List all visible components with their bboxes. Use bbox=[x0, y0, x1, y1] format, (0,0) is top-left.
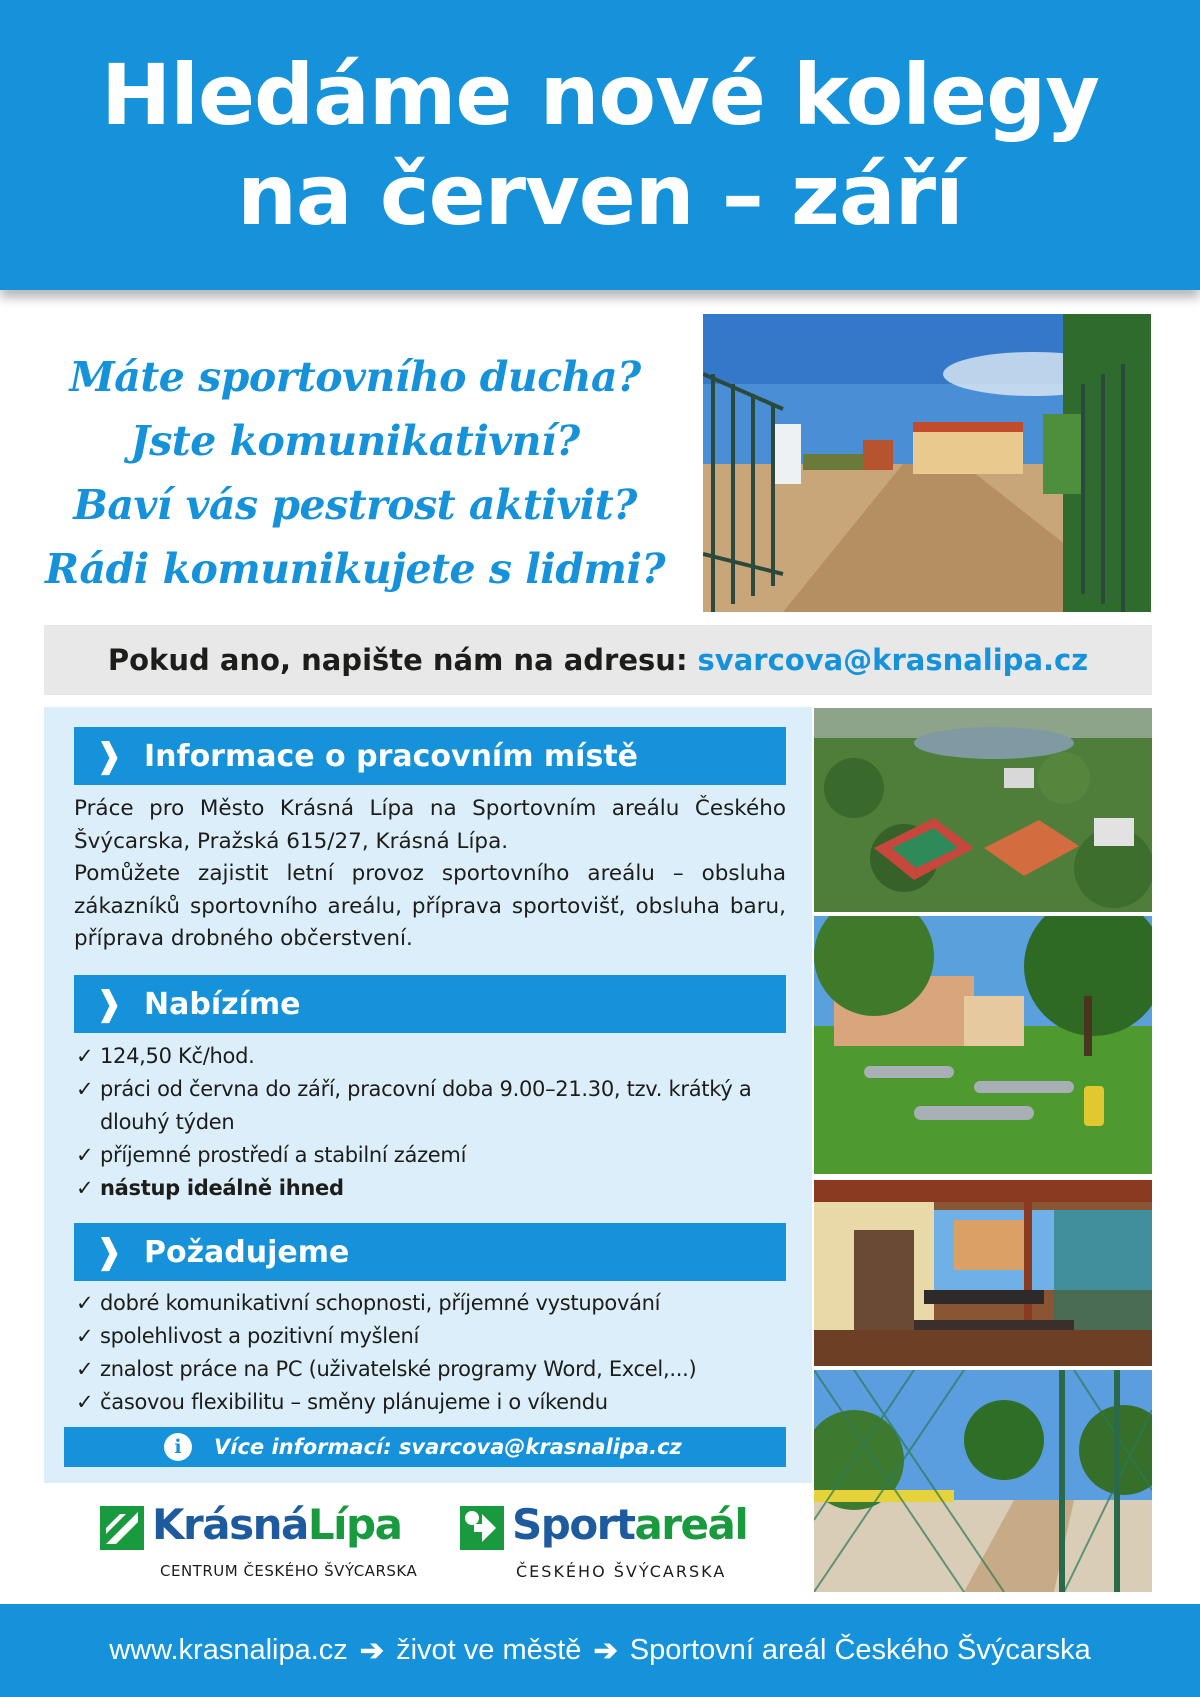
list-item: ✓ nástup ideálně ihned bbox=[74, 1172, 786, 1205]
section-title: Nabízíme bbox=[144, 986, 301, 1022]
info-icon: i bbox=[164, 1433, 192, 1461]
job-info-paragraph-2: Pomůžete zajistit letní provoz sportovního areálu – obsluha zákazníků sportovního areálu, příprava sportovišť, obsluha baru, příprava drobného občerstvení. bbox=[74, 861, 786, 951]
krasna-lipa-mark-icon bbox=[100, 1506, 144, 1550]
footer-breadcrumb bbox=[0, 1604, 1200, 1697]
list-item: ✓ časovou flexibilitu – směny plánujeme i o víkendu bbox=[74, 1386, 786, 1419]
photo-entrance-gate bbox=[703, 314, 1151, 612]
list-item: ✓ práci od června do září, pracovní doba 9.00–21.30, tzv. krátký a dlouhý týden bbox=[74, 1073, 786, 1139]
question-3: Baví vás pestrost aktivit? bbox=[73, 481, 637, 529]
job-info-text bbox=[74, 793, 786, 956]
list-item: ✓ znalost práce na PC (uživatelské programy Word, Excel,...) bbox=[74, 1353, 786, 1386]
job-info-paragraph-1: Práce pro Město Krásná Lípa na Sportovním areálu Českého Švýcarska, Pražská 615/27, Krásná Lípa. bbox=[74, 796, 786, 854]
sportareal-tagline: ČESKÉHO ŠVÝCARSKA bbox=[516, 1562, 727, 1581]
section-header-offer bbox=[74, 975, 786, 1033]
section-header-requirements bbox=[74, 1223, 786, 1281]
arrow-right-icon: ➔ bbox=[359, 1635, 385, 1667]
check-icon: ✓ bbox=[76, 1357, 94, 1381]
list-item: ✓ spolehlivost a pozitivní myšlení bbox=[74, 1320, 786, 1353]
info-panel bbox=[44, 707, 812, 1483]
question-1: Máte sportovního ducha? bbox=[69, 353, 641, 401]
footer-link-sport-area[interactable]: Sportovní areál Českého Švýcarska bbox=[629, 1634, 1091, 1666]
sportareal-mark-icon bbox=[460, 1506, 504, 1550]
chevron-right-icon: ❱ bbox=[94, 984, 124, 1024]
header-banner bbox=[0, 0, 1200, 290]
question-4: Rádi komunikujete s lidmi? bbox=[44, 545, 666, 593]
chevron-right-icon: ❱ bbox=[94, 1232, 124, 1272]
footer-link-website[interactable]: www.krasnalipa.cz bbox=[109, 1634, 348, 1666]
krasna-lipa-wordmark: KrásnáLípa bbox=[152, 1500, 402, 1549]
photo-fenced-court bbox=[814, 1370, 1152, 1592]
photo-minigolf bbox=[814, 916, 1152, 1174]
check-icon: ✓ bbox=[76, 1077, 94, 1101]
photo-terrace bbox=[814, 1180, 1152, 1366]
requirements-list bbox=[74, 1287, 786, 1419]
list-item: ✓ dobré komunikativní schopnosti, příjemné vystupování bbox=[74, 1287, 786, 1320]
photo-aerial-courts bbox=[814, 708, 1152, 912]
question-block bbox=[40, 345, 670, 601]
check-icon: ✓ bbox=[76, 1044, 94, 1068]
headline-line-1: Hledáme nové kolegy bbox=[100, 46, 1100, 144]
footer-link-city-life[interactable]: život ve městě bbox=[396, 1634, 582, 1666]
list-item: ✓ 124,50 Kč/hod. bbox=[74, 1040, 786, 1073]
check-icon: ✓ bbox=[76, 1176, 94, 1200]
contact-prompt: Pokud ano, napište nám na adresu: bbox=[107, 643, 688, 677]
list-item: ✓ příjemné prostředí a stabilní zázemí bbox=[74, 1139, 786, 1172]
more-info-bar[interactable] bbox=[64, 1427, 786, 1467]
krasna-lipa-tagline: CENTRUM ČESKÉHO ŠVÝCARSKA bbox=[160, 1562, 418, 1580]
check-icon: ✓ bbox=[76, 1291, 94, 1315]
check-icon: ✓ bbox=[76, 1143, 94, 1167]
offer-list bbox=[74, 1040, 786, 1205]
headline-line-2: na červen – září bbox=[237, 146, 963, 244]
sportareal-wordmark: Sportareál bbox=[512, 1500, 748, 1549]
check-icon: ✓ bbox=[76, 1324, 94, 1348]
section-header-job-info bbox=[74, 727, 786, 785]
check-icon: ✓ bbox=[76, 1390, 94, 1414]
contact-email-link[interactable]: svarcova@krasnalipa.cz bbox=[697, 643, 1089, 677]
section-title: Požadujeme bbox=[144, 1234, 350, 1270]
section-title: Informace o pracovním místě bbox=[144, 738, 639, 774]
question-2: Jste komunikativní? bbox=[130, 417, 580, 465]
contact-bar bbox=[44, 625, 1152, 695]
chevron-right-icon: ❱ bbox=[94, 736, 124, 776]
more-info-text: Více informací: svarcova@krasnalipa.cz bbox=[214, 1435, 682, 1459]
arrow-right-icon: ➔ bbox=[593, 1635, 618, 1667]
